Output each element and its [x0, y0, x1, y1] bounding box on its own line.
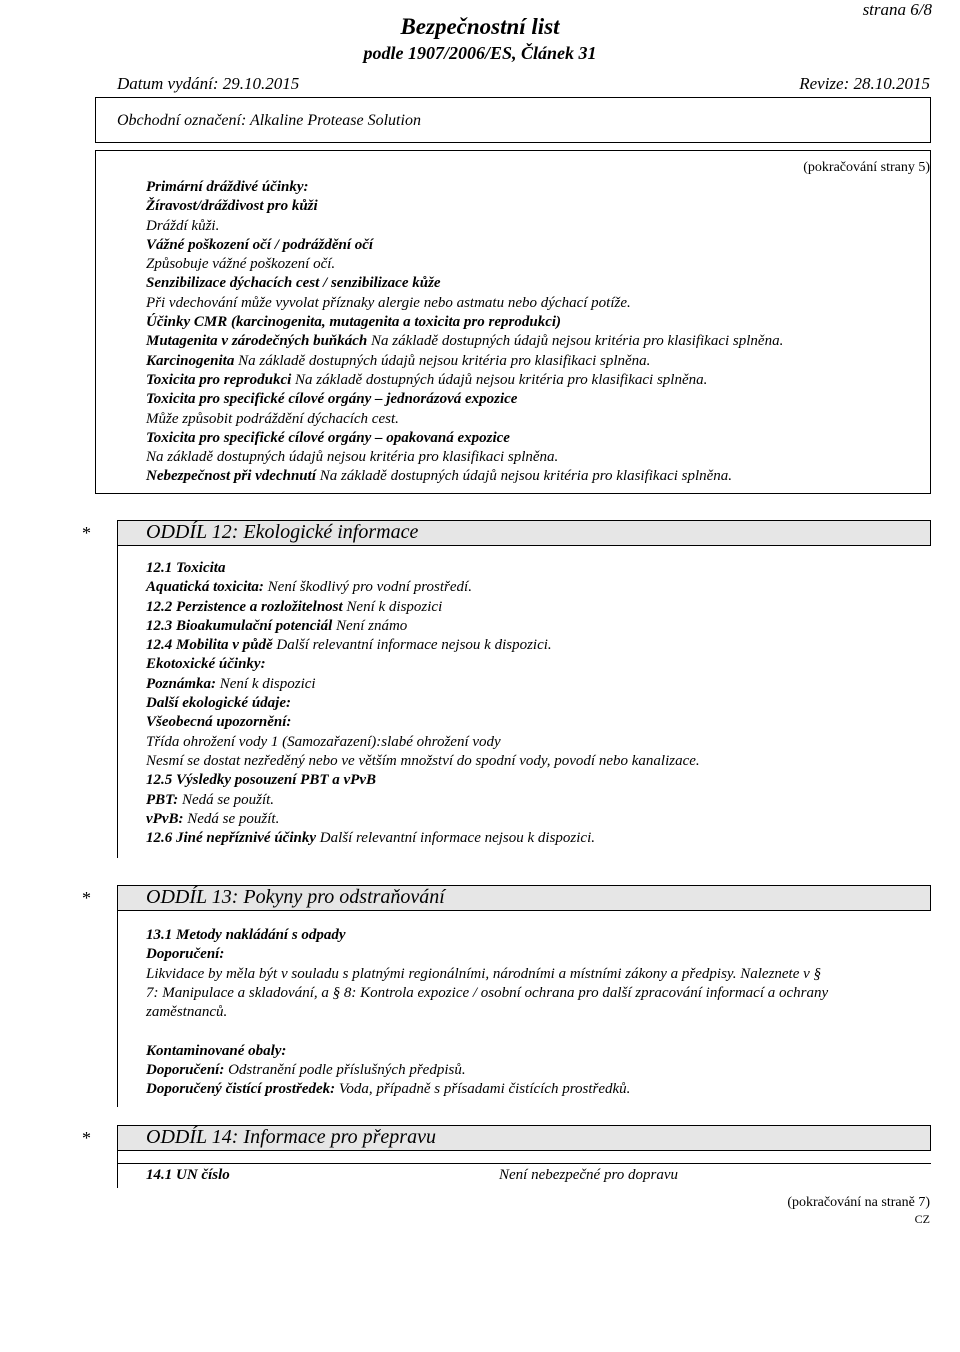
document-subtitle: podle 1907/2006/ES, Článek 31 — [363, 43, 597, 63]
section-12-lines — [146, 559, 936, 848]
bold-label: Senzibilizace dýchacích cest / senzibilizace kůže — [146, 275, 441, 292]
text-line — [146, 429, 936, 448]
text-line — [146, 217, 936, 236]
un-number-value: Není nebezpečné pro dopravu — [499, 1167, 678, 1183]
un-number-label: 14.1 UN číslo — [146, 1167, 230, 1183]
text-line — [146, 236, 936, 255]
text-line — [146, 791, 936, 810]
text-line — [146, 984, 936, 1003]
text-line — [146, 255, 936, 274]
issue-date: Datum vydání: 29.10.2015 — [117, 74, 300, 93]
text: Není škodlivý pro vodní prostředí. — [263, 579, 472, 596]
text-line — [146, 390, 936, 409]
text-line — [146, 178, 936, 197]
text: 7: Manipulace a skladování, a § 8: Kontrola expozice / osobní ochrana pro další zpracování informací a ochrany — [146, 984, 829, 1001]
text-line — [146, 1042, 936, 1061]
text-line — [146, 713, 936, 732]
continuation-to: (pokračování na straně 7) — [787, 1195, 930, 1210]
bold-label: PBT: — [146, 791, 179, 808]
text: Na základě dostupných údajů nejsou kritéria pro klasifikaci splněna. — [291, 371, 708, 388]
bold-label: Ekotoxické účinky: — [146, 656, 266, 673]
text-line — [146, 752, 936, 771]
bold-label: Doporučení: — [146, 1062, 225, 1079]
bold-label: Kontaminované obaly: — [146, 1042, 287, 1059]
text-line — [146, 617, 936, 636]
text: Na základě dostupných údajů nejsou kritéria pro klasifikaci splněna. — [234, 352, 651, 369]
text: Dráždí kůži. — [146, 217, 220, 234]
section-12-title: ODDÍL 12: Ekologické informace — [146, 521, 419, 543]
text-line — [146, 694, 936, 713]
text: Další relevantní informace nejsou k dispozici. — [316, 830, 596, 847]
language-code: CZ — [914, 1212, 930, 1226]
text-line — [146, 371, 936, 390]
bold-label: vPvB: — [146, 810, 184, 827]
bold-label: Další ekologické údaje: — [146, 695, 291, 712]
text-line — [146, 352, 936, 371]
bold-label: Toxicita pro specifické cílové orgány – opakovaná expozice — [146, 429, 510, 446]
text-line — [146, 578, 936, 597]
section-12-star: * — [82, 523, 91, 543]
bold-label: Všeobecná upozornění: — [146, 714, 292, 731]
bold-label: 12.5 Výsledky posouzení PBT a vPvB — [146, 772, 376, 789]
text: Další relevantní informace nejsou k dispozici. — [272, 637, 552, 654]
text-line — [146, 1061, 936, 1080]
bold-label: Doporučení: — [146, 946, 225, 963]
text-line — [146, 926, 936, 945]
date-row — [117, 74, 930, 94]
text: Není známo — [332, 617, 408, 634]
text-line — [146, 313, 936, 332]
section-12-header — [117, 520, 931, 546]
section-12-border — [117, 546, 118, 858]
text-line — [146, 274, 936, 293]
bold-label: 13.1 Metody nakládání s odpady — [146, 927, 346, 943]
section-14-header — [117, 1125, 931, 1151]
section-14-border — [117, 1151, 118, 1163]
text: Nedá se použít. — [183, 810, 280, 827]
text-line — [146, 1080, 936, 1099]
text: Nesmí se dostat nezředěný nebo ve větším množství do spodní vody, povodí nebo kanalizace. — [146, 752, 700, 769]
text: Na základě dostupných údajů nejsou kritéria pro klasifikaci splněna. — [146, 449, 559, 466]
text: Není k dispozici — [342, 598, 443, 615]
bold-label: Toxicita pro specifické cílové orgány – jednorázová expozice — [146, 391, 518, 408]
text: Odstranění podle příslušných předpisů. — [224, 1062, 466, 1079]
bold-label: Doporučený čistící prostředek: — [146, 1081, 336, 1098]
bold-label: 12.1 Toxicita — [146, 560, 226, 576]
text-line — [146, 810, 936, 829]
text-line — [146, 655, 936, 674]
bold-label: 12.3 Bioakumulační potenciál — [146, 617, 333, 634]
trade-name-box — [95, 97, 931, 143]
text-line — [146, 1022, 936, 1041]
bold-label: Toxicita pro reprodukci — [146, 371, 292, 388]
text: Způsobuje vážné poškození očí. — [146, 256, 336, 273]
text-line — [146, 410, 936, 429]
text-line — [146, 598, 936, 617]
text-line — [146, 829, 936, 848]
text: zaměstnanců. — [146, 1004, 228, 1021]
continuation-from: (pokračování strany 5) — [803, 160, 930, 175]
text-line — [146, 1003, 936, 1022]
text-line — [146, 197, 936, 216]
section-14-title: ODDÍL 14: Informace pro přepravu — [146, 1126, 436, 1148]
text: Na základě dostupných údajů nejsou kritéria pro klasifikaci splněna. — [367, 333, 784, 350]
text: Likvidace by měla být v souladu s platnými regionálními, národními a místními zákony a předpisy. Naleznete v § — [146, 965, 822, 982]
revision-date: Revize: 28.10.2015 — [799, 74, 930, 93]
bold-label: Karcinogenita — [146, 352, 235, 369]
bold-label: Mutagenita v zárodečných buňkách — [146, 333, 368, 350]
text-line — [146, 332, 936, 351]
text-line — [146, 448, 936, 467]
bold-label: Žíravost/dráždivost pro kůži — [146, 198, 318, 215]
bold-label: Nebezpečnost při vdechnutí — [146, 468, 316, 485]
text: Není k dispozici — [216, 675, 316, 692]
text-line — [146, 675, 936, 694]
text-line — [146, 559, 936, 578]
bold-label: 12.4 Mobilita v půdě — [146, 637, 273, 654]
section-13-title: ODDÍL 13: Pokyny pro odstraňování — [146, 886, 445, 908]
text-line — [146, 636, 936, 655]
section-11-lines — [146, 178, 936, 487]
bold-label: Poznámka: — [146, 675, 217, 692]
section-13-lines — [146, 926, 936, 1100]
text-line — [146, 965, 936, 984]
bold-label: Primární dráždivé účinky: — [146, 179, 309, 195]
section-13-star: * — [82, 888, 91, 908]
trade-name: Obchodní označení: Alkaline Protease Solution — [117, 112, 421, 129]
section-14-star: * — [82, 1128, 91, 1148]
text: Nedá se použít. — [178, 791, 275, 808]
text: Na základě dostupných údajů nejsou kritéria pro klasifikaci splněna. — [316, 468, 733, 485]
text: Může způsobit podráždění dýchacích cest. — [146, 410, 399, 427]
document-title: Bezpečnostní list — [400, 14, 560, 39]
bold-label: 12.6 Jiné nepříznivé účinky — [146, 830, 317, 847]
text-line — [146, 294, 936, 313]
text: Voda, případně s přísadami čistících prostředků. — [335, 1081, 631, 1098]
bold-label: Účinky CMR (karcinogenita, mutagenita a toxicita pro reprodukci) — [146, 314, 562, 331]
bold-label: 12.2 Perzistence a rozložitelnost — [146, 598, 343, 615]
text-line — [146, 733, 936, 752]
text: Třída ohrožení vody 1 (Samozařazení):slabé ohrožení vody — [146, 733, 501, 750]
section-13-header — [117, 885, 931, 911]
bold-label: Vážné poškození očí / podráždění očí — [146, 236, 374, 253]
text-line — [146, 467, 936, 486]
bold-label: Aquatická toxicita: — [146, 579, 264, 596]
page-number: strana 6/8 — [862, 0, 932, 19]
text-line — [146, 771, 936, 790]
section-13-border — [117, 911, 118, 1107]
text: Při vdechování může vyvolat příznaky alergie nebo astmatu nebo dýchací potíže. — [146, 294, 631, 311]
text-line — [146, 945, 936, 964]
